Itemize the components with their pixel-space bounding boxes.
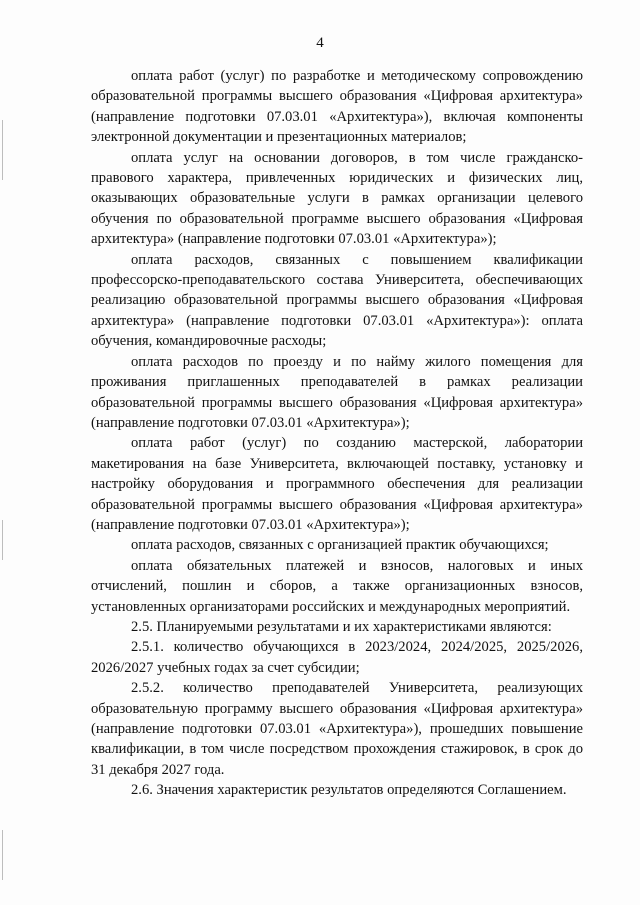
scan-edge-mark [2,830,3,880]
paragraph-section-2-5-1: 2.5.1. количество обучающихся в 2023/2024, 2024/2025, 2025/2026, 2026/2027 учебных годах за счет субсидии; [91,639,583,676]
paragraph-qualification-upgrade-payment: оплата расходов, связанных с повышением квалификации профессорско-преподавательского состава Университета, обеспечивающих реализацию образовательной программы высшего образования «Цифровая архитектура» (направление подготовки 07.03.01 «Архитектура»): оплата обучения, командировочные расходы; [91,251,583,350]
document-body [91,66,583,801]
scan-edge-mark [2,520,3,560]
paragraph-workshop-lab-payment: оплата работ (услуг) по созданию мастерской, лаборатории макетирования на базе Университета, включающей поставку, установку и настройку оборудования и программного обеспечения для реализации образовательной программы высшего образования «Цифровая архитектура» (направление подготовки 07.03.01 «Архитектура»); [91,435,583,533]
paragraph-mandatory-payments: оплата обязательных платежей и взносов, налоговых и иных отчислений, пошлин и сборов, а также организационных взносов, установленных организаторами российских и международных мероприятий. [91,557,583,615]
paragraph-section-2-6: 2.6. Значения характеристик результатов определяются Соглашением. [131,782,567,799]
scan-edge-mark [2,120,3,180]
paragraph-travel-housing-payment: оплата расходов по проезду и по найму жилого помещения для проживания приглашенных преподавателей в рамках реализации образовательной программы высшего образования «Цифровая архитектура» (направление подготовки 07.03.01 «Архитектура»); [91,353,583,431]
paragraph-section-2-5: 2.5. Планируемыми результатами и их характеристиками являются: [131,618,552,635]
paragraph-program-development-payment: оплата работ (услуг) по разработке и методическому сопровождению образовательной программы высшего образования «Цифровая архитектура» (направление подготовки 07.03.01 «Архитектура»), включая компоненты электронной документации и презентационных материалов; [91,68,583,146]
paragraph-contract-services-payment: оплата услуг на основании договоров, в том числе гражданско-правового характера, привлеченных юридических и физических лиц, оказывающих образовательные услуги в рамках организации целевого обучения по образовательной программе высшего образования «Цифровая архитектура» (направление подготовки 07.03.01 «Архитектура»); [91,149,583,248]
paragraph-practice-expenses: оплата расходов, связанных с организацией практик обучающихся; [131,537,549,554]
paragraph-section-2-5-2: 2.5.2. количество преподавателей Университета, реализующих образовательную программу высшего образования «Цифровая архитектура» (направление подготовки 07.03.01 «Архитектура»), прошедших повышение квалификации, в том числе посредством прохождения стажировок, в срок до 31 декабря 2027 года. [91,680,583,778]
page-number: 4 [316,35,324,51]
